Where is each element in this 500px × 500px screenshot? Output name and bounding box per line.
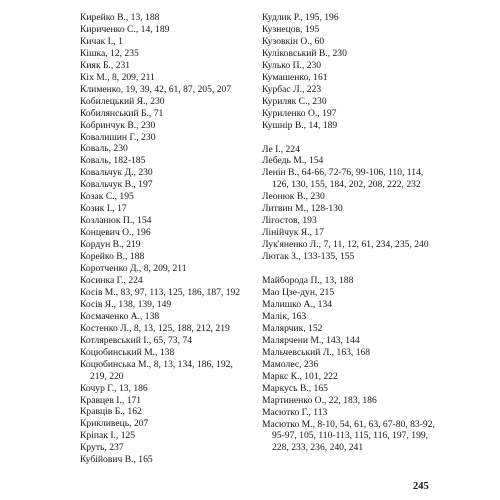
index-entry: Лігостов, 193 bbox=[262, 215, 317, 227]
index-entry: Куриляк С., 230 bbox=[262, 95, 327, 107]
index-entry: Козик І., 17 bbox=[80, 203, 127, 215]
index-entry: Курбас Л., 223 bbox=[262, 83, 322, 95]
index-entry: Кушнір В., 14, 189 bbox=[262, 119, 338, 131]
index-entry: Коцюбинський М., 138 bbox=[80, 346, 175, 358]
index-entry: Малік, 163 bbox=[262, 310, 307, 322]
index-entry: Корейко В., 188 bbox=[80, 251, 145, 263]
index-entry: Коваль, 230 bbox=[80, 143, 128, 155]
index-entry: Куриленко О., 197 bbox=[262, 107, 337, 119]
index-entry: Кичак І., 1 bbox=[80, 35, 123, 47]
section-gap bbox=[262, 132, 438, 144]
index-entry: Малярчени М., 143, 144 bbox=[262, 334, 360, 346]
index-entry: Концевич О., 196 bbox=[80, 227, 151, 239]
index-entry: Коротченко Д., 8, 209, 211 bbox=[80, 263, 187, 275]
page-number: 245 bbox=[413, 481, 429, 492]
index-entry: Кудлик Р., 195, 196 bbox=[262, 12, 339, 23]
index-entry: Круть, 237 bbox=[80, 442, 124, 454]
index-entry: Коваль, 182-185 bbox=[80, 155, 146, 167]
index-entry: Крикливець, 207 bbox=[80, 418, 149, 430]
index-column-right bbox=[262, 12, 438, 454]
index-entry: Ковальчук В., 197 bbox=[80, 179, 153, 191]
index-entry: Ковальчук Д., 230 bbox=[80, 167, 153, 179]
index-entry: Кияк Б., 231 bbox=[80, 59, 131, 71]
index-entry: Лінійчук Я., 17 bbox=[262, 227, 324, 239]
index-entry: Кулько П., 230 bbox=[262, 59, 322, 71]
index-entry: Ковалишин Г., 230 bbox=[80, 131, 156, 143]
index-entry: Клименко, 19, 39, 42, 61, 87, 205, 207 bbox=[80, 83, 232, 95]
index-entry: Коцюбинська М., 8, 13, 134, 186, 192, 219, 220 bbox=[80, 358, 233, 382]
index-entry: Лебедь М., 154 bbox=[262, 155, 324, 167]
index-entry: Мао Цзе-дун, 215 bbox=[262, 287, 335, 299]
index-entry: Костенко Л., 8, 13, 125, 188, 212, 219 bbox=[80, 322, 230, 334]
index-entry: Козак С., 195 bbox=[80, 191, 134, 203]
index-entry: Кобилянський Б., 71 bbox=[80, 107, 164, 119]
index-column-left bbox=[80, 12, 252, 466]
index-entry: Ленін В., 64-66, 72-76, 99-106, 110, 114, 126, 130, 155, 184, 202, 208, 222, 232 bbox=[262, 167, 424, 191]
index-entry: Мартиненко О., 22, 183, 186 bbox=[262, 394, 377, 406]
index-entry: Маркс К., 101, 222 bbox=[262, 370, 338, 382]
index-entry: Кубійович В., 165 bbox=[80, 454, 153, 466]
index-entry: Литвин М., 128-130 bbox=[262, 203, 343, 215]
index-entry: Малярчик, 152 bbox=[262, 322, 323, 334]
index-entry: Кіх М., 8, 209, 211 bbox=[80, 71, 155, 83]
index-entry: Кріпак І., 125 bbox=[80, 430, 136, 442]
index-entry: Ле І., 224 bbox=[262, 143, 300, 155]
index-entry: Кузнецов, 195 bbox=[262, 23, 320, 35]
index-entry: Кобилецький Я., 230 bbox=[80, 95, 165, 107]
index-entry: Кочур Г., 13, 186 bbox=[80, 382, 148, 394]
index-entry: Косинка Г., 224 bbox=[80, 274, 143, 286]
index-entry: Лук'яненко Л., 7, 11, 12, 61, 234, 235, 240 bbox=[262, 239, 429, 251]
index-entry: Леонюк В., 230 bbox=[262, 191, 325, 203]
index-entry: Кобринчук В., 230 bbox=[80, 119, 156, 131]
index-entry: Мамолес, 236 bbox=[262, 358, 319, 370]
section-gap bbox=[262, 263, 438, 275]
index-entry: Кирейко В., 13, 188 bbox=[80, 12, 160, 23]
index-entry: Малишко А., 134 bbox=[262, 298, 333, 310]
index-entry: Куліковський В., 230 bbox=[262, 47, 347, 59]
index-entry: Майборода П., 13, 188 bbox=[262, 275, 354, 287]
index-entry: Масютко Г., 113 bbox=[262, 406, 328, 418]
index-entry: Косів М., 83, 97, 113, 125, 186, 187, 192 bbox=[80, 286, 241, 298]
index-entry: Лютак З., 133-135, 155 bbox=[262, 251, 355, 263]
index-entry: Космаченко А., 138 bbox=[80, 310, 160, 322]
index-entry: Масютко М., 8-10, 54, 61, 63, 67-80, 83-92, 95-97, 105, 110-113, 115, 116, 197, 199, 228, 233, 236, 240, 241 bbox=[262, 418, 435, 454]
index-entry: Кордун В., 219 bbox=[80, 239, 141, 251]
index-entry: Кумашенко, 161 bbox=[262, 71, 328, 83]
index-entry: Козланюк П., 154 bbox=[80, 215, 152, 227]
index-entry: Кішка, 12, 235 bbox=[80, 47, 139, 59]
index-entry: Мальчевський Л., 163, 168 bbox=[262, 346, 371, 358]
index-entry: Кравців Б., 162 bbox=[80, 406, 142, 418]
index-entry: Кириченко С., 14, 189 bbox=[80, 23, 170, 35]
index-entry: Косів Я., 138, 139, 149 bbox=[80, 298, 172, 310]
index-entry: Кравцев І., 171 bbox=[80, 394, 142, 406]
index-entry: Котляревський І., 65, 73, 74 bbox=[80, 334, 192, 346]
index-entry: Маркусь В., 165 bbox=[262, 382, 328, 394]
index-entry: Кузовкін О., 60 bbox=[262, 35, 325, 47]
